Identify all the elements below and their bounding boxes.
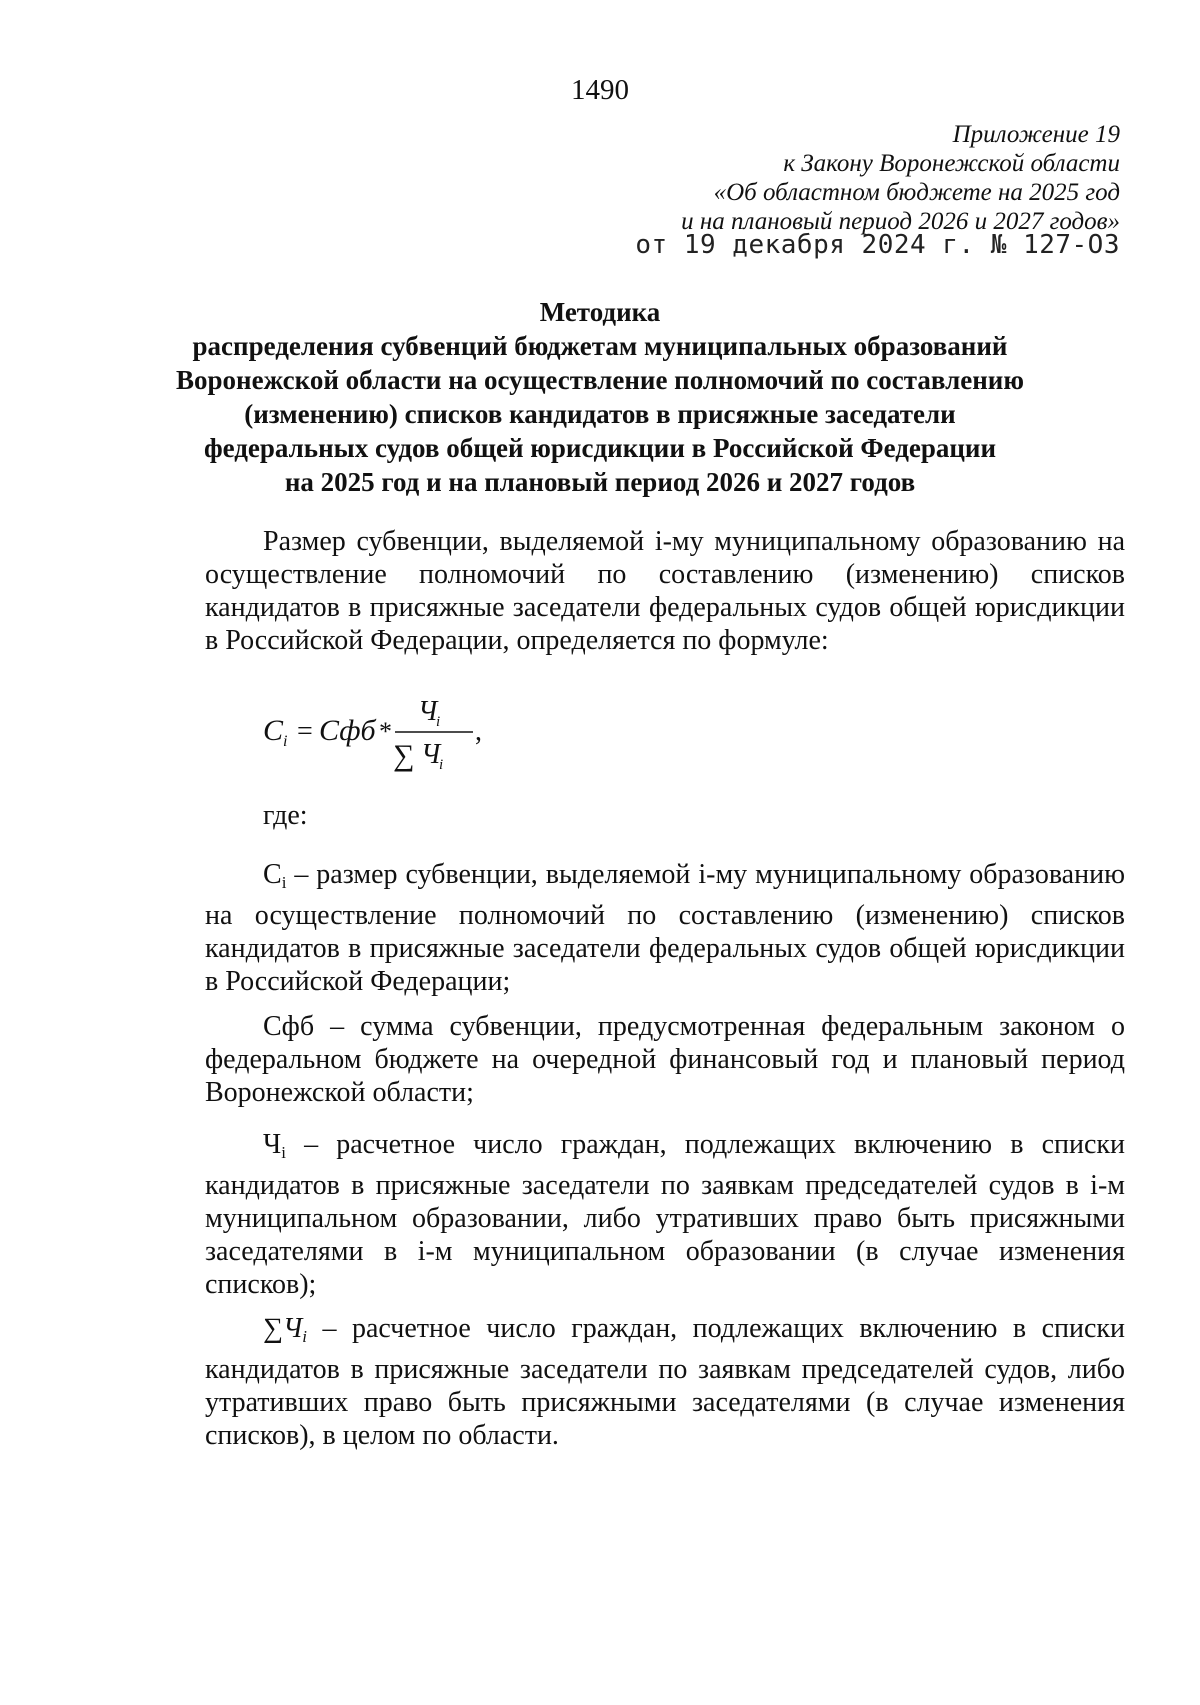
definition-symbol: Сфб (263, 1011, 315, 1042)
formula-lhs-sub: i (283, 733, 288, 750)
formula-denominator: Ч (421, 739, 441, 770)
title-line: федеральных судов общей юрисдикции в Российской Федерации (203, 433, 997, 463)
definition-text: – расчетное число граждан, подлежащих включению в списки кандидатов в присяжные заседатели по заявкам председателей судов в i-м муниципальном образовании, либо утративших право быть присяжными заседателями в i-м муниципальном образовании (в случае изменения списков); (205, 1129, 1125, 1300)
formula-lhs: C (263, 714, 284, 747)
definition-text: – сумма субвенции, предусмотренная федеральным законом о федеральном бюджете на очередной финансовый год и плановый период Воронежской области; (205, 1011, 1125, 1108)
appendix-block (420, 120, 1120, 236)
intro-paragraph: Размер субвенции, выделяемой i-му муниципальному образованию на осуществление полномочий по составлению (изменению) списков кандидатов в присяжные заседатели федеральных судов общей юрисдикции в Российской Федерации, определяется по формуле: (205, 526, 1125, 656)
law-date-stamp: от 19 декабря 2024 г. № 127-ОЗ (635, 230, 1120, 260)
formula-sum: ∑ (393, 739, 415, 772)
formula-svg (263, 690, 563, 773)
page-number: 1490 (571, 74, 629, 106)
definition-text: – расчетное число граждан, подлежащих включению в списки кандидатов в присяжные заседатели по заявкам председателей судов, либо утративших право быть присяжными заседателями (в случае изменения списков), в целом по области. (205, 1313, 1125, 1451)
formula-times: * (379, 717, 392, 746)
appendix-line: и на плановый период 2026 и 2027 годов» (681, 208, 1120, 235)
definition-symbol: ∑Ч (263, 1313, 303, 1344)
formula-numerator: Ч (418, 696, 438, 727)
definition-ci (205, 858, 1125, 998)
title-line: Методика (539, 297, 661, 327)
definition-symbol-sub: i (302, 1327, 307, 1346)
appendix-line: «Об областном бюджете на 2025 год (713, 179, 1120, 206)
definition-sum-chi (205, 1312, 1125, 1452)
document-title (150, 295, 1050, 499)
definition-symbol: Ч (263, 1129, 282, 1160)
title-line: на 2025 год и на плановый период 2026 и 2027 годов (284, 467, 916, 497)
title-line: Воронежской области на осуществление полномочий по составлению (176, 365, 1024, 395)
title-line: распределения субвенций бюджетам муниципальных образований (192, 331, 1008, 361)
definition-symbol-sub: i (281, 873, 287, 892)
definition-symbol-sub: i (281, 1143, 286, 1162)
formula-trailing-comma: , (475, 716, 482, 747)
definition-text: – размер субвенции, выделяемой i-му муниципальному образованию на осуществление полномочий по составлению (изменению) списков кандидатов в присяжные заседатели федеральных судов общей юрисдикции в Российской Федерации; (205, 859, 1125, 997)
definition-symbol: С (263, 859, 282, 890)
title-line: (изменению) списков кандидатов в присяжные заседатели (244, 399, 956, 429)
appendix-line: Приложение 19 (952, 121, 1120, 148)
definition-sfb (205, 1010, 1125, 1109)
where-label: где: (263, 800, 308, 831)
definition-chi (205, 1128, 1125, 1301)
formula-term: Сфб (319, 714, 376, 747)
appendix-line: к Закону Воронежской области (783, 150, 1120, 177)
formula-equals: = (297, 716, 313, 747)
formula (263, 690, 563, 773)
formula-numerator-sub: i (436, 714, 441, 730)
formula-denominator-sub: i (439, 757, 444, 773)
